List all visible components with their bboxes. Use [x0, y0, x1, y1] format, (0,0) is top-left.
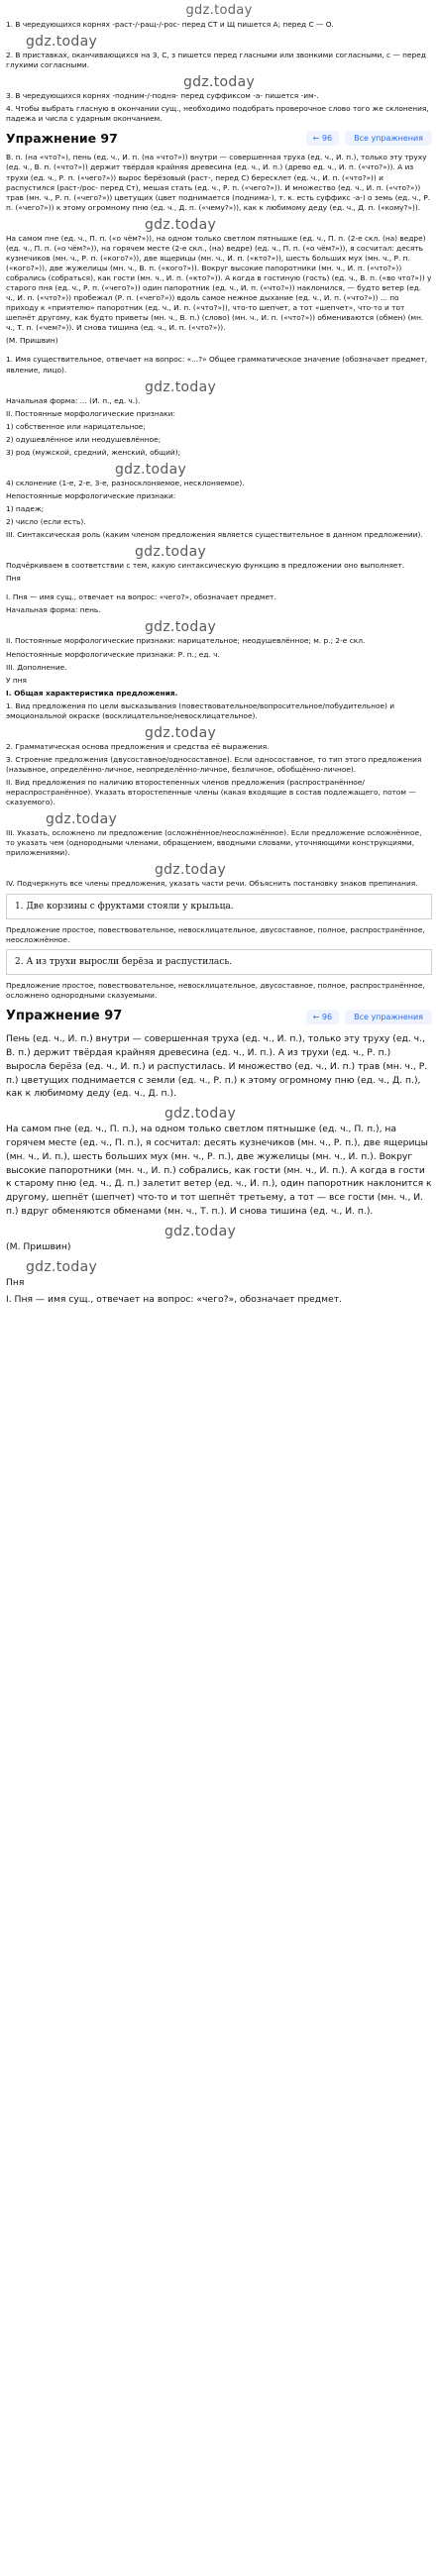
word-analysis-line: II. Постоянные морфологические признаки: нарицательное; неодушевлённое; м. р.; 2-е скл. — [6, 636, 366, 646]
sentence-examples — [0, 894, 438, 1002]
rule-2: 2. В приставках, оканчивающихся на З, С, з пишется перед гласными или звонкими согласными, с — перед глухими согласными. — [6, 51, 426, 70]
word-label: Пня — [6, 574, 21, 584]
sentence-analysis-item: 2. Грамматическая основа предложения и средства её выражения. — [6, 741, 270, 751]
word-label-2: У пня — [6, 675, 27, 685]
watermark: gdz.today — [182, 74, 256, 91]
word-analysis-line: Непостоянные морфологические признаки: Р. п.; ед. ч. — [6, 649, 220, 659]
watermark: gdz.today — [164, 1223, 237, 1239]
analysis-item: 1) собственное или нарицательное; — [6, 421, 146, 431]
watermark: gdz.today — [145, 378, 217, 395]
watermark: gdz.today — [26, 34, 98, 51]
exercise-title: Упражнение 97 — [6, 130, 118, 146]
sentence-analysis-item: II. Вид предложения по наличию второстепенных членов предложения (распространённое/нераспространённое). Указать второстепенные члены (какая входящие в состав подлежащего, потом — сказуемого). — [6, 778, 416, 807]
watermark: gdz.today — [46, 811, 118, 828]
text-block — [0, 153, 438, 346]
watermark: gdz.today — [26, 1258, 98, 1275]
exercise-header — [6, 127, 432, 149]
analysis-item: 2) одушевлённое или неодушевлённое; — [6, 434, 162, 444]
sentence-analysis-item: III. Указать, осложнено ли предложение (осложнённое/неосложнённое). Если предложение осложнённое, то указать чем (однородными членами, обращением, вводными словами, уточняющими конструкциями, приложениями). — [6, 828, 422, 858]
lower-author: (М. Пришвин) — [6, 1240, 71, 1252]
word-analysis — [0, 574, 438, 685]
watermark: gdz.today — [145, 724, 217, 741]
analysis-iv: III. Синтаксическая роль (каким членом предложения является существительное в данном предложении). — [6, 530, 423, 540]
analysis-item: 2) число (если есть). — [6, 517, 86, 527]
word-analysis-line: I. Пня — имя сущ., отвечает на вопрос: «чего?», обозначает предмет. — [6, 592, 276, 602]
prev-exercise-button[interactable]: ← 96 — [306, 131, 339, 146]
sentence-2-analysis: Предложение простое, повествовательное, невосклицательное, двусоставное, полное, распространённое, осложнено однородными сказуемыми. — [6, 981, 425, 1001]
all-exercises-button-2[interactable]: Все упражнения — [345, 1010, 432, 1024]
sentence-analysis-block — [0, 689, 438, 890]
lower-paragraph: На самом пне (ед. ч., П. п.), на одном только светлом пятнышке (ед. ч., П. п.), на горячем месте (ед. ч., П. п.), я сосчитал: десять кузнечиков (мн. ч., Р. п.), две ящерицы (мн. ч., И. п.), шесть больших мух (мн. ч., Р. п.), две жужелицы (мн. ч., И. п.). Вокруг высокие папоротники (мн. ч., И. п.) собрались, как гости (мн. ч., И. п.). А когда в гости к старому пню (ед. ч., Д. п.) залетит ветер (ед. ч., И. п.), один папоротник наклонится к другому, шепнёт (шепчет) что-то и тот шепнёт третьему, а тот — все гости (мн. ч., И. п.) вдруг обменяются обменами (мн. ч., Т. п.). И снова тишина (ед. ч., И. п.). — [6, 1124, 432, 1217]
lower-paragraph: Пень (ед. ч., И. п.) внутри — совершенная труха (ед. ч., И. п.), только эту труху (ед. ч., В. п.) держит твёрдая крайняя древесина (ед. ч., И. п.). А из трухи (ед. ч., Р. п.) выросла берёза (ед. ч., И. п.) и распустилась. И множество (ед. ч., И. п.) трав (мн. ч., Р. п.) цветущих поднимается с земли (ед. ч., Р. п.) к этому огромному пню (ед. ч., Д. п.), как к любимому деду (ед. ч., Д. п.). — [6, 1033, 428, 1100]
exercise-title-2: Упражнение 97 — [6, 1009, 123, 1024]
text-paragraph: В. п. (на «что?»), пень (ед. ч., И. п. (на «что?»)) внутри — совершенная труха (ед. ч., И. п.), только эту труху (ед. ч., В. п. («что?»)) держит твёрдая крайняя древесина (ед. ч., И. п.) (древо ед. ч., И. п. («что?»)). А из трухи (ед. ч., Р. п. («чего?»)) вырос берёзовый (раст-, перед С) бересклет (ед. ч., И. п. («что?»)) и распустился (раст-/рос- перед Ст), мешая стать (ед. ч., Р. п. («чего?»)). И множество (ед. ч., И. п. («что?»)) трав (мн. ч., Р. п. («чего?»)) цветущих (цвет поднимается (поднима-), т. к. есть суффикс -а-) о земь (ед. ч., Р. п. («чего?»)) к этому огромному пню (ед. ч., Д. п. («чему?»)), как к любимому деду (ед. ч., Д. п. («кому?»)). — [6, 153, 431, 212]
analysis-iii: Непостоянные морфологические признаки: — [6, 490, 176, 500]
analysis-title: 1. Имя существительное, отвечает на вопрос: «...?» Общее грамматическое значение (обозначает предмет, явление, лицо). — [6, 355, 428, 375]
lower-text-block — [0, 1032, 438, 1307]
word-analysis-line: Начальная форма: пень. — [6, 605, 101, 615]
sentence-1: 1. Две корзины с фруктами стояли у крыльца. — [6, 894, 432, 919]
watermark: gdz.today — [164, 1106, 237, 1123]
sentence-2: 2. А из трухи выросли берёза и распустилась. — [6, 949, 432, 975]
analysis-item: 4) склонение (1-е, 2-е, 3-е, разносклоняемое, несклоняемое). — [6, 478, 245, 487]
analysis-v: Подчёркиваем в соответствии с тем, какую синтаксическую функцию в предложении оно выполняет. — [6, 561, 405, 571]
author: (М. Пришвин) — [6, 336, 58, 346]
sentence-analysis-item: 3. Строение предложения (двусоставное/односоставное). Если односоставное, то тип этого предложения (назывное, определённо-личное, неопределённо-личное, безличное, обобщённо-личное). — [6, 754, 422, 774]
prev-exercise-button-2[interactable]: ← 96 — [306, 1010, 339, 1024]
all-exercises-button[interactable]: Все упражнения — [345, 131, 432, 146]
lower-last: I. Пня — имя сущ., отвечает на вопрос: «чего?», обозначает предмет. — [6, 1294, 343, 1306]
watermark: gdz.today — [115, 461, 187, 478]
analysis-initial: Начальная форма: ... (И. п., ед. ч.). — [6, 395, 141, 405]
sentence-analysis-title: I. Общая характеристика предложения. — [6, 688, 178, 698]
analysis-item: 1) падеж; — [6, 504, 45, 513]
watermark: gdz.today — [155, 862, 227, 879]
sentence-1-analysis: Предложение простое, повествовательное, невосклицательное, двусоставное, полное, распространённое, неосложнённое. — [6, 924, 425, 944]
watermark-top: gdz.today — [185, 3, 253, 18]
word-analysis-line: III. Дополнение. — [6, 662, 67, 672]
sentence-analysis-item: IV. Подчеркнуть все члены предложения, указать части речи. Объяснить постановку знаков препинания. — [6, 879, 418, 889]
rule-4: 4. Чтобы выбрать гласную в окончании сущ., необходимо подобрать проверочное слово того же склонения, падежа и числа с ударным окончанием. — [6, 104, 429, 124]
watermark: gdz.today — [145, 619, 217, 636]
analysis-block — [0, 355, 438, 571]
sentence-analysis-item: 1. Вид предложения по цели высказывания (повествовательное/вопросительное/побудительное) и эмоциональной окраске (восклицательное/невосклицательное). — [6, 700, 395, 720]
watermark: gdz.today — [135, 544, 207, 561]
exercise-header-2 — [6, 1005, 432, 1028]
watermark: gdz.today — [145, 216, 217, 233]
rule-1: 1. В чередующихся корнях -раст-/-ращ-/-рос- перед СТ и Щ пишется А; перед С — О. — [6, 20, 334, 29]
analysis-ii: II. Постоянные морфологические признаки: — [6, 408, 175, 418]
rule-3: 3. В чередующихся корнях -подним-/-подня- перед суффиксом -а- пишется -им-. — [6, 91, 319, 101]
lower-word: Пня — [6, 1276, 25, 1288]
rules-block — [0, 20, 438, 124]
analysis-item: 3) род (мужской, средний, женский, общий); — [6, 447, 181, 457]
text-paragraph: На самом пне (ед. ч., П. п. («о чём?»)), на одном только светлом пятнышке (ед. ч., П. п. (2-е скл. (на) ведре) (ед. ч., П. п. («о чём?»)), на горячем месте (2-е скл., (на) ведре) (ед. ч., П. п. («о чём?»)), я сосчитал: десять кузнечиков (мн. ч., Р. п. («кого?»)), две ящерицы (мн. ч., И. п. («кто?»)), шесть больших мух (мн. ч., Р. п. («кого?»)), две жужелицы (мн. ч., В. п. («кого?»)). Вокруг высокие папоротники (мн. ч., И. п. («что?»)) собрались (собраться), как гости (мн. ч., И. п. («кто?»)). А когда в гостиную (гость) (ед. ч., В. п. («во что?»)) у старого пня (ед. ч., Р. п. («чего?»)) один папоротник (ед. ч., И. п. («что?»)) наклонился, — будто ветер (ед. ч., И. п. («что?»)) пробежал (Р. п. («чего?»)) вдоль самое нежное дыхание (ед. ч., И. п. («что?»)) ... по приходу к «приятелю» папоротник (ед. ч., И. п. («что?»)), что-то шепчет, а тот «шепчет», что-то и тот шепнёт другому, как будто приветы (мн. ч., В. п.) (слово) (мн. ч., И. п. («что?»)) обмениваются (обмен) (мн. ч., Т. п. («чем?»)). И снова тишина (ед. ч., И. п. («что?»)). — [6, 233, 432, 333]
